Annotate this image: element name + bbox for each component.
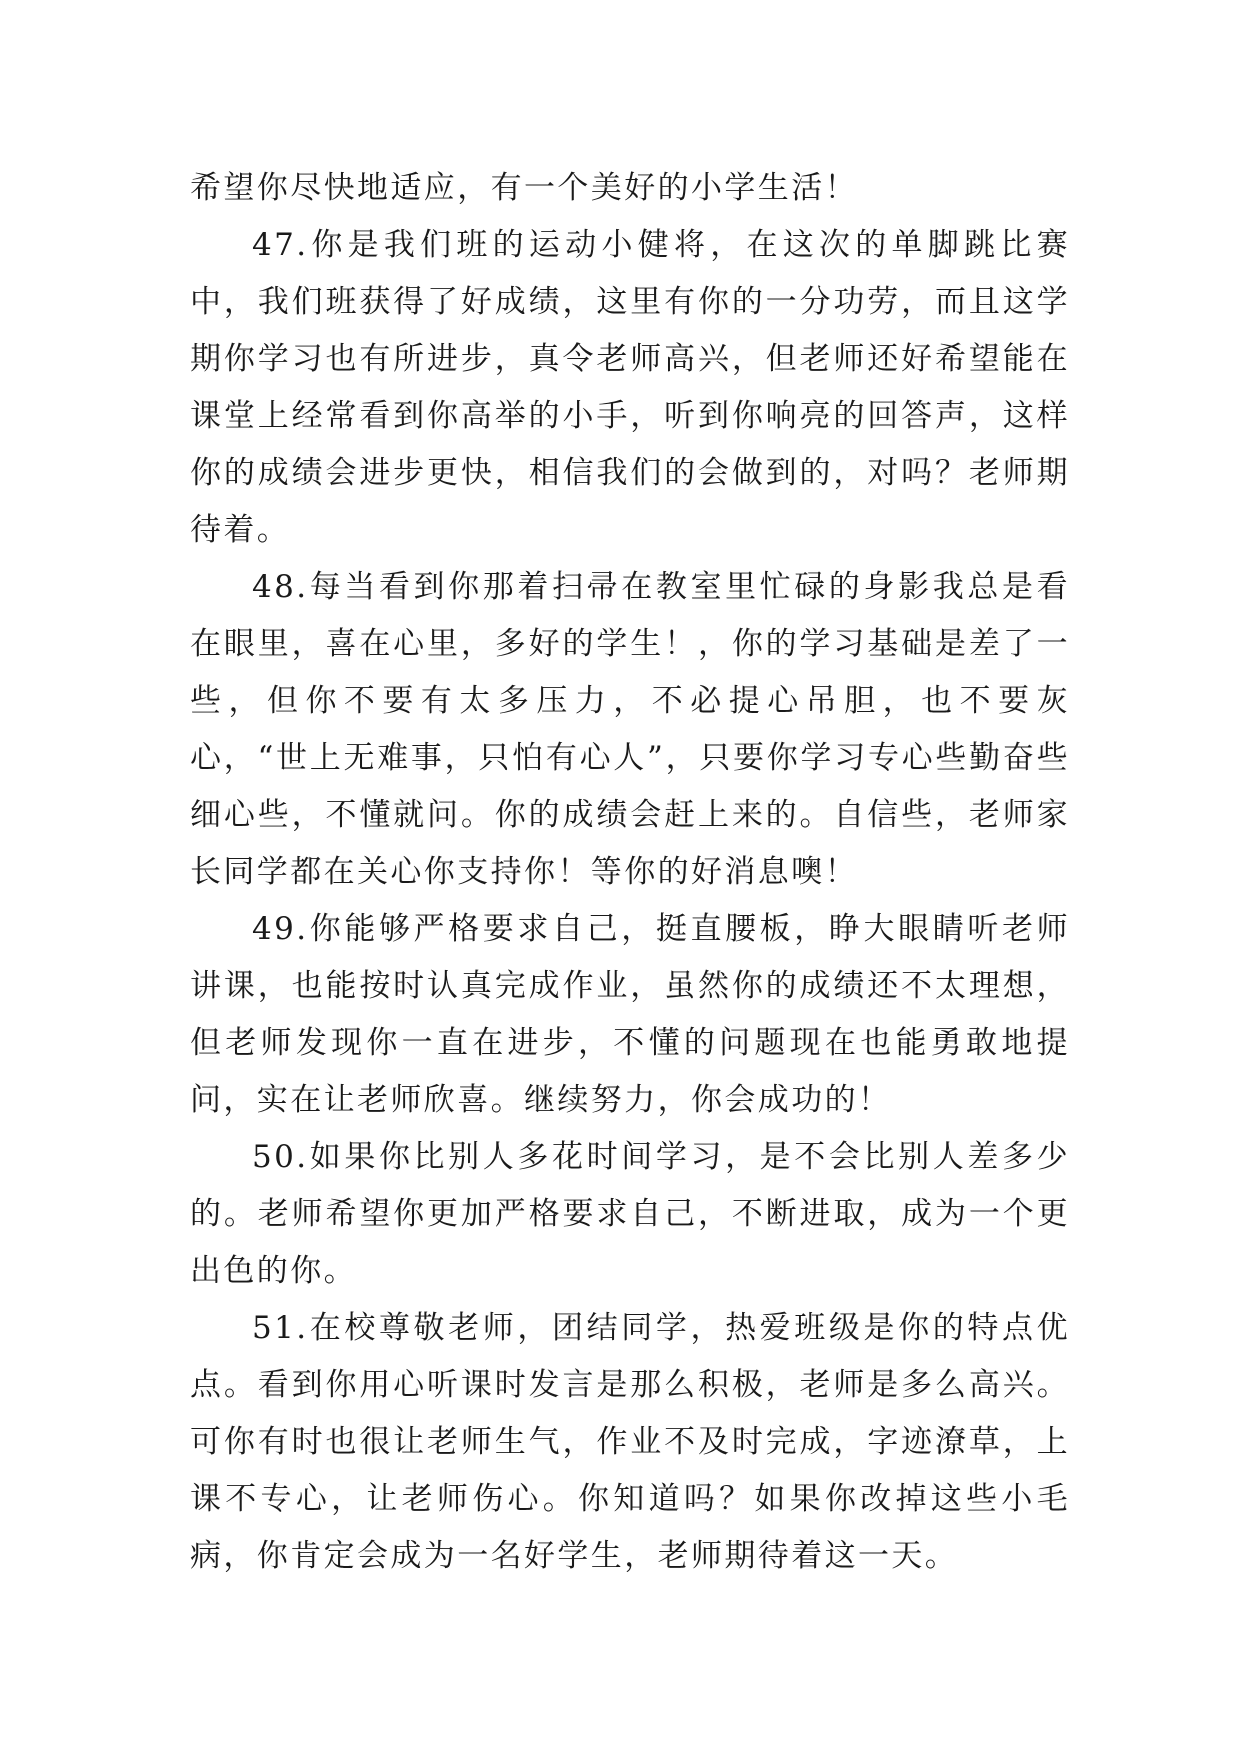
paragraph-continuation: 希望你尽快地适应，有一个美好的小学生活！ bbox=[190, 170, 858, 206]
paragraph-item-50: 50.如果你比别人多花时间学习，是不会比别人差多少的。老师希望你更加严格要求自己，不断进取，成为一个更出色的你。 bbox=[190, 1139, 1070, 1289]
paragraph-item-48: 48.每当看到你那着扫帚在教室里忙碌的身影我总是看在眼里，喜在心里，多好的学生！，你的学习基础是差了一些，但你不要有太多压力，不必提心吊胆，也不要灰心，“世上无难事，只怕有心人”，只要你学习专心些勤奋些细心些，不懂就问。你的成绩会赶上来的。自信些，老师家长同学都在关心你支持你！等你的好消息噢！ bbox=[190, 569, 1070, 890]
document-body bbox=[190, 160, 1070, 1585]
paragraph-item-51: 51.在校尊敬老师，团结同学，热爱班级是你的特点优点。看到你用心听课时发言是那么积极，老师是多么高兴。可你有时也很让老师生气，作业不及时完成，字迹潦草，上课不专心，让老师伤心。你知道吗？如果你改掉这些小毛病，你肯定会成为一名好学生，老师期待着这一天。 bbox=[190, 1310, 1070, 1574]
paragraph-item-47: 47.你是我们班的运动小健将，在这次的单脚跳比赛中，我们班获得了好成绩，这里有你的一分功劳，而且这学期你学习也有所进步，真令老师高兴，但老师还好希望能在课堂上经常看到你高举的小手，听到你响亮的回答声，这样你的成绩会进步更快，相信我们的会做到的，对吗？老师期待着。 bbox=[190, 227, 1070, 548]
paragraph-item-49: 49.你能够严格要求自己，挺直腰板，睁大眼睛听老师讲课，也能按时认真完成作业，虽然你的成绩还不太理想，但老师发现你一直在进步，不懂的问题现在也能勇敢地提问，实在让老师欣喜。继续努力，你会成功的！ bbox=[190, 911, 1070, 1118]
